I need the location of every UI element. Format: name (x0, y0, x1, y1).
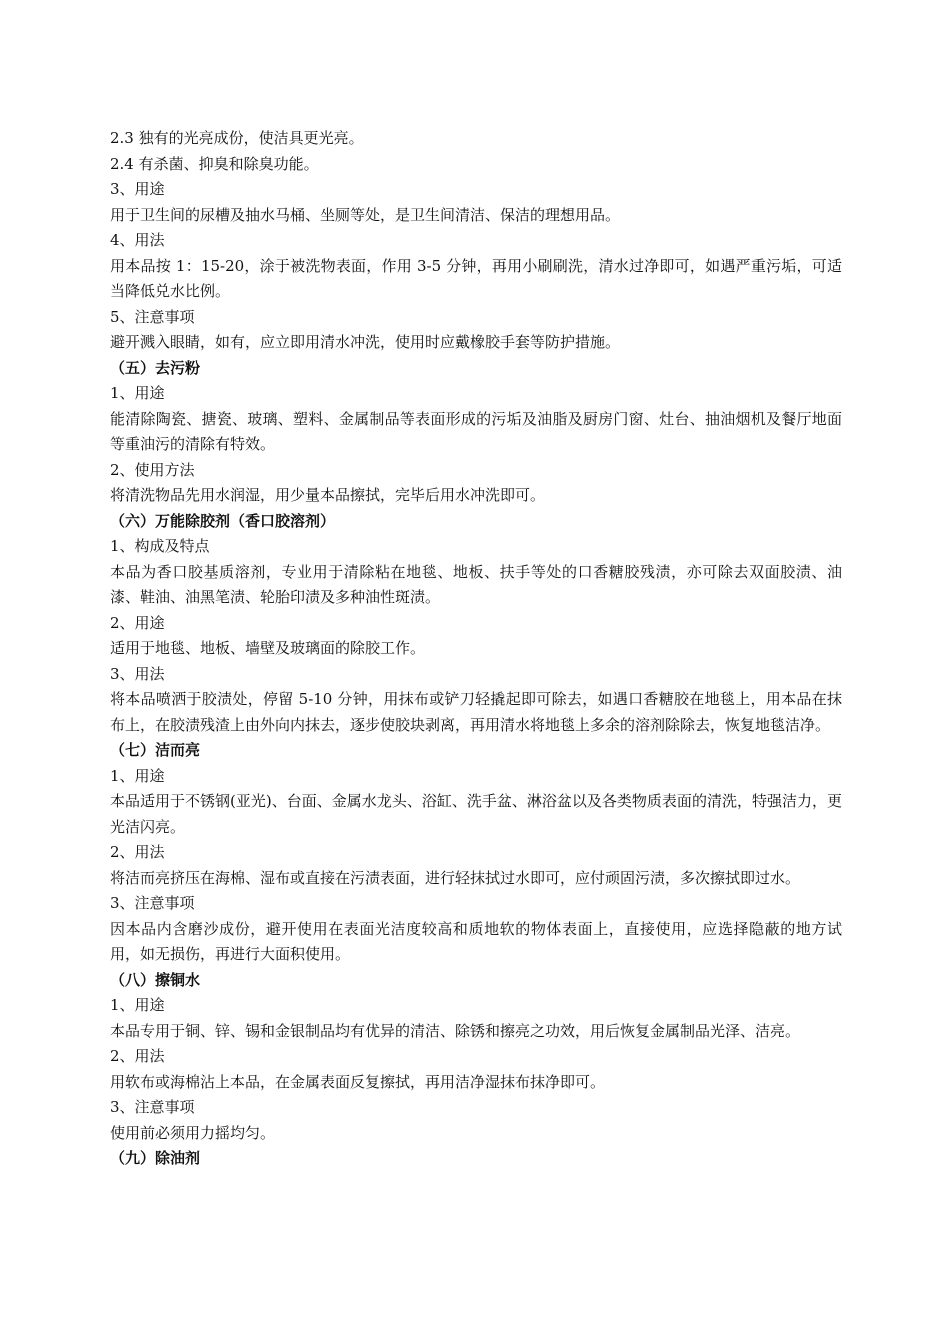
subsection-label: 1、构成及特点 (110, 537, 210, 555)
subsection-label: 2、使用方法 (110, 460, 195, 479)
section-heading: （八）擦铜水 (110, 970, 201, 989)
paragraph: 本品专用于铜、锌、锡和金银制品均有优异的清洁、除锈和擦亮之功效，用后恢复金属制品光泽、洁亮。 (110, 1021, 801, 1040)
subsection-label: 3、注意事项 (110, 894, 195, 912)
section-heading: （九）除油剂 (110, 1149, 201, 1167)
subsection-label: 1、用途 (110, 384, 165, 402)
paragraph: 本品适用于不锈钢(亚光)、台面、金属水龙头、浴缸、洗手盆、淋浴盆以及各类物质表面的清洗，特强洁力，更光洁闪亮。 (110, 792, 842, 836)
subsection-label: 3、注意事项 (110, 1098, 195, 1116)
text-line: 2.4 有杀菌、抑臭和除臭功能。 (110, 154, 319, 173)
paragraph: 能清除陶瓷、搪瓷、玻璃、塑料、金属制品等表面形成的污垢及油脂及厨房门窗、灶台、抽油烟机及餐厅地面等重油污的清除有特效。 (110, 409, 842, 453)
paragraph: 将本品喷洒于胶渍处，停留 5-10 分钟，用抹布或铲刀轻撬起即可除去，如遇口香糖胶在地毯上，用本品在抹布上，在胶渍残渣上由外向内抹去，逐步使胶块剥离，再用清水将地毯上多余的溶剂除除去，恢复地毯洁净。 (110, 690, 842, 734)
paragraph: 本品为香口胶基质溶剂，专业用于清除粘在地毯、地板、扶手等处的口香糖胶残渍，亦可除去双面胶渍、油漆、鞋油、油黑笔渍、轮胎印渍及多种油性斑渍。 (110, 562, 842, 606)
paragraph: 将洁而亮挤压在海棉、湿布或直接在污渍表面，进行轻抹拭过水即可，应付顽固污渍，多次擦拭即过水。 (110, 868, 801, 887)
subsection-label: 2、用途 (110, 613, 165, 632)
paragraph: 用于卫生间的尿槽及抽水马桶、坐厕等处，是卫生间清洁、保洁的理想用品。 (110, 205, 621, 224)
paragraph: 将清洗物品先用水润湿，用少量本品擦拭，完毕后用水冲洗即可。 (110, 486, 546, 504)
text-line: 2.3 独有的光亮成份，使洁具更光亮。 (110, 129, 364, 147)
subsection-label: 3、用途 (110, 180, 165, 198)
subsection-label: 3、用法 (110, 664, 165, 683)
subsection-label: 2、用法 (110, 843, 165, 861)
paragraph: 适用于地毯、地板、墙壁及玻璃面的除胶工作。 (110, 639, 426, 657)
subsection-label: 1、用途 (110, 766, 165, 785)
paragraph: 用本品按 1：15-20，涂于被洗物表面，作用 3-5 分钟，再用小刷刷洗，清水过净即可，如遇严重污垢，可适当降低兑水比例。 (110, 256, 842, 300)
paragraph: 因本品内含磨沙成份，避开使用在表面光洁度较高和质地软的物体表面上，直接使用，应选择隐蔽的地方试用，如无损伤，再进行大面积使用。 (110, 919, 842, 963)
section-heading: （七）洁而亮 (110, 741, 201, 759)
paragraph: 用软布或海棉沾上本品，在金属表面反复擦拭，再用洁净湿抹布抹净即可。 (110, 1072, 606, 1091)
subsection-label: 1、用途 (110, 996, 165, 1014)
subsection-label: 5、注意事项 (110, 307, 195, 326)
section-heading: （六）万能除胶剂（香口胶溶剂） (110, 511, 336, 530)
subsection-label: 2、用法 (110, 1047, 165, 1065)
document-page (110, 126, 842, 1172)
paragraph: 使用前必须用力摇均匀。 (110, 1123, 276, 1142)
subsection-label: 4、用法 (110, 231, 165, 249)
section-heading: （五）去污粉 (110, 358, 201, 377)
paragraph: 避开溅入眼睛，如有，应立即用清水冲洗，使用时应戴橡胶手套等防护措施。 (110, 333, 621, 351)
